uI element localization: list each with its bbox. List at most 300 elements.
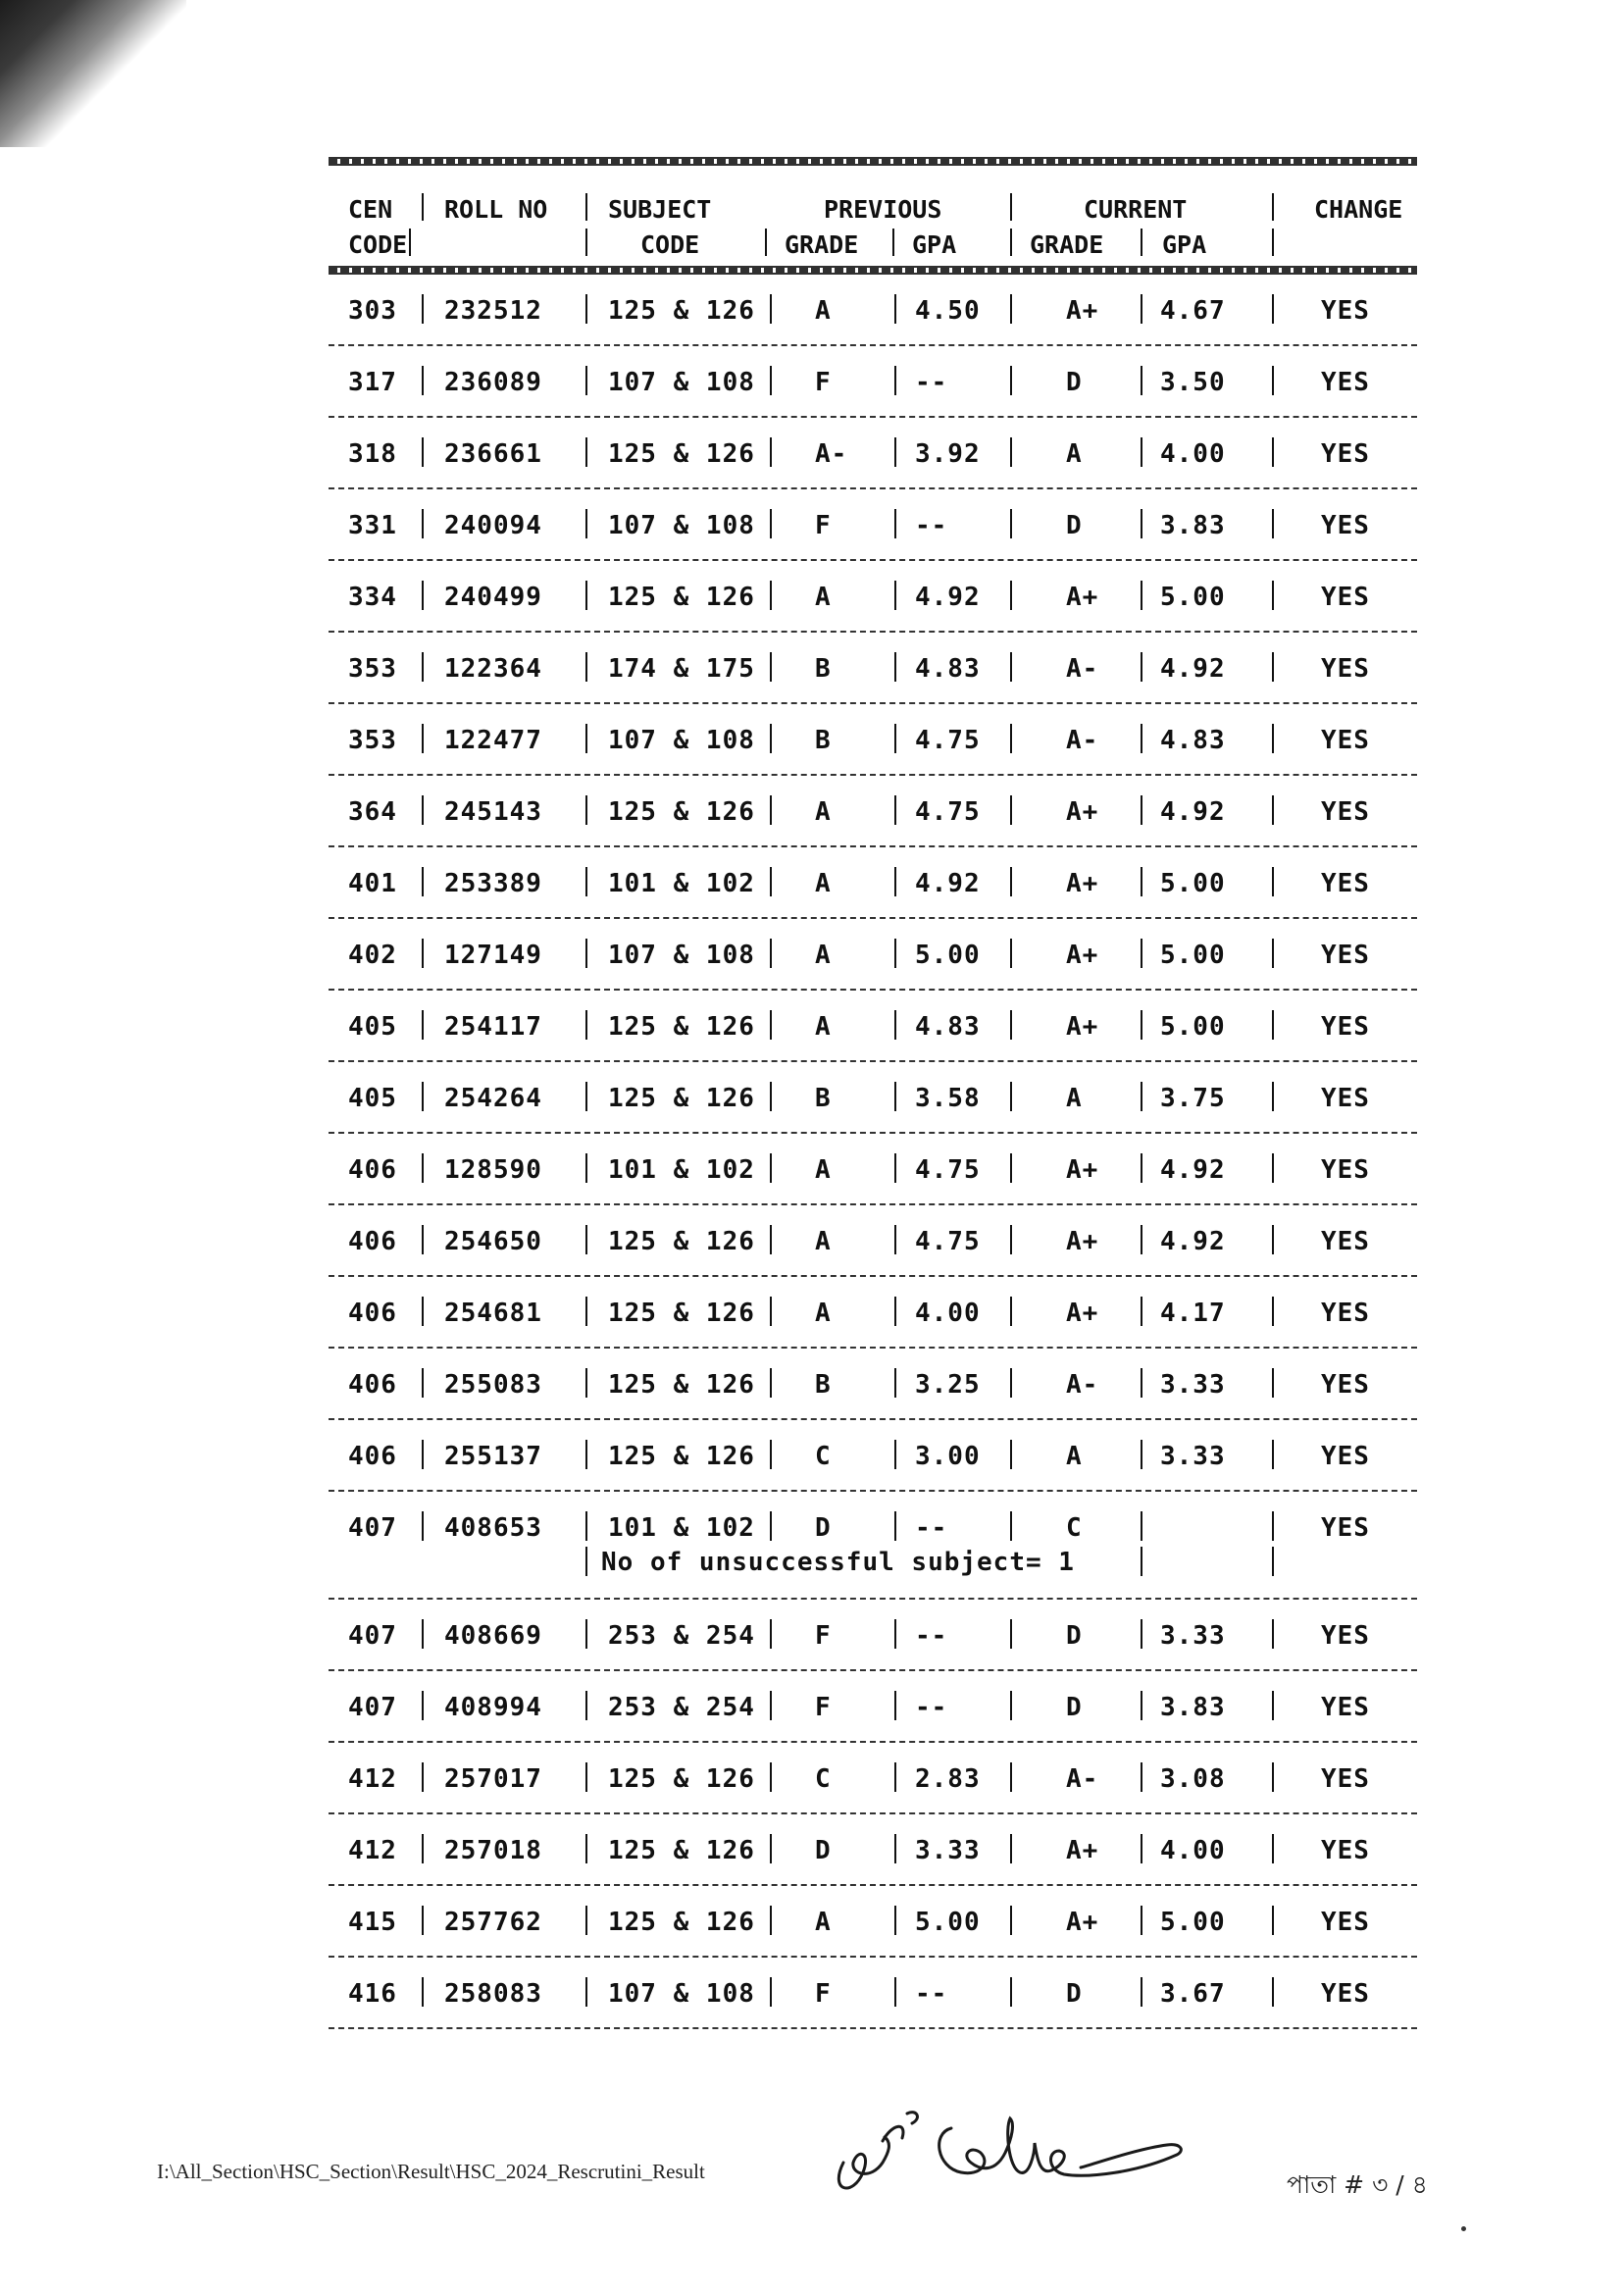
cell-roll: 253389 <box>444 869 542 898</box>
column-divider <box>1010 1977 1012 2007</box>
cell-prev-gpa: -- <box>915 511 948 540</box>
column-divider <box>422 1834 424 1863</box>
column-divider <box>585 437 587 467</box>
table-row <box>329 991 1417 1062</box>
cell-prev-gpa: 4.75 <box>915 1227 981 1256</box>
cell-roll: 240094 <box>444 511 542 540</box>
cell-prev-grade: A <box>815 797 832 827</box>
cell-subject: 125 & 126 <box>608 1012 755 1042</box>
column-divider <box>1141 1691 1142 1720</box>
cell-change: YES <box>1321 1908 1370 1937</box>
cell-cen: 353 <box>348 726 397 755</box>
cell-change: YES <box>1321 296 1370 326</box>
column-divider <box>1272 1440 1274 1469</box>
column-divider <box>1010 437 1012 467</box>
cell-subject: 107 & 108 <box>608 941 755 970</box>
cell-cur-grade: A+ <box>1066 1155 1099 1185</box>
column-divider <box>1010 1368 1012 1398</box>
cell-roll: 255083 <box>444 1370 542 1400</box>
cell-cen: 334 <box>348 583 397 612</box>
cell-change: YES <box>1321 797 1370 827</box>
column-divider <box>1010 1762 1012 1792</box>
cell-roll: 408653 <box>444 1513 542 1543</box>
column-divider <box>770 1906 772 1935</box>
header-divider <box>1272 229 1274 256</box>
cell-change: YES <box>1321 869 1370 898</box>
table-row <box>329 1205 1417 1277</box>
cell-cen: 405 <box>348 1012 397 1042</box>
row-separator <box>329 2027 1417 2029</box>
header-divider <box>765 229 767 256</box>
cell-prev-gpa: 3.58 <box>915 1084 981 1113</box>
cell-cen: 406 <box>348 1370 397 1400</box>
cell-prev-gpa: -- <box>915 1693 948 1722</box>
column-divider <box>1272 1082 1274 1111</box>
cell-prev-grade: C <box>815 1764 832 1794</box>
cell-cur-grade: A+ <box>1066 1012 1099 1042</box>
cell-prev-gpa: 5.00 <box>915 941 981 970</box>
cell-cen: 405 <box>348 1084 397 1113</box>
file-path-footer: I:\All_Section\HSC_Section\Result\HSC_2024_Rescrutini_Result <box>157 2160 705 2183</box>
column-divider <box>1141 1010 1142 1040</box>
cell-cen: 331 <box>348 511 397 540</box>
cell-prev-grade: F <box>815 1693 832 1722</box>
cell-cen: 416 <box>348 1979 397 2009</box>
cell-cur-grade: A+ <box>1066 1836 1099 1865</box>
cell-prev-grade: A <box>815 1908 832 1937</box>
cell-cur-gpa: 4.17 <box>1160 1299 1226 1328</box>
header-change: CHANGE <box>1314 195 1403 224</box>
cell-prev-gpa: -- <box>915 368 948 397</box>
column-divider <box>422 1440 424 1469</box>
cell-prev-grade: F <box>815 511 832 540</box>
cell-roll: 127149 <box>444 941 542 970</box>
column-divider <box>894 1906 896 1935</box>
cell-change: YES <box>1321 1764 1370 1794</box>
column-divider <box>422 1368 424 1398</box>
column-divider <box>422 1153 424 1183</box>
table-header <box>329 166 1417 266</box>
cell-roll: 257017 <box>444 1764 542 1794</box>
column-divider <box>1272 1977 1274 2007</box>
column-divider <box>422 1619 424 1649</box>
cell-cen: 406 <box>348 1155 397 1185</box>
header-roll-no: ROLL NO <box>444 195 548 224</box>
column-divider <box>894 1297 896 1326</box>
header-divider <box>1272 193 1274 221</box>
cell-roll: 254681 <box>444 1299 542 1328</box>
column-divider <box>894 581 896 610</box>
cell-cen: 317 <box>348 368 397 397</box>
cell-prev-gpa: -- <box>915 1513 948 1543</box>
cell-change: YES <box>1321 654 1370 684</box>
cell-cur-gpa: 3.33 <box>1160 1442 1226 1471</box>
column-divider <box>1010 1511 1012 1541</box>
cell-change: YES <box>1321 439 1370 469</box>
column-divider <box>1141 1153 1142 1183</box>
table-row <box>329 633 1417 704</box>
cell-prev-gpa: 4.50 <box>915 296 981 326</box>
table-row <box>329 704 1417 776</box>
column-divider <box>770 939 772 968</box>
cell-cur-gpa: 3.08 <box>1160 1764 1226 1794</box>
cell-subject: 125 & 126 <box>608 583 755 612</box>
column-divider <box>422 366 424 395</box>
column-divider <box>585 1297 587 1326</box>
column-divider <box>894 294 896 324</box>
cell-prev-grade: A <box>815 869 832 898</box>
column-divider <box>894 1440 896 1469</box>
column-divider <box>894 795 896 825</box>
column-divider <box>894 724 896 753</box>
cell-roll: 255137 <box>444 1442 542 1471</box>
handwritten-signature <box>824 2094 1196 2202</box>
column-divider <box>1272 724 1274 753</box>
cell-subject: 174 & 175 <box>608 654 755 684</box>
column-divider <box>770 1977 772 2007</box>
header-previous-gpa: GPA <box>912 230 957 259</box>
column-divider <box>1272 795 1274 825</box>
cell-subject: 107 & 108 <box>608 726 755 755</box>
scan-corner-shadow <box>0 0 186 147</box>
cell-cur-gpa: 4.83 <box>1160 726 1226 755</box>
column-divider <box>1010 509 1012 538</box>
cell-cur-gpa: 4.92 <box>1160 1227 1226 1256</box>
cell-cur-grade: A <box>1066 439 1083 469</box>
cell-roll: 257762 <box>444 1908 542 1937</box>
column-divider <box>894 1834 896 1863</box>
column-divider <box>585 1153 587 1183</box>
column-divider <box>770 366 772 395</box>
column-divider <box>585 1906 587 1935</box>
cell-cen: 364 <box>348 797 397 827</box>
cell-prev-grade: A <box>815 583 832 612</box>
cell-change: YES <box>1321 1299 1370 1328</box>
column-divider <box>422 581 424 610</box>
cell-prev-gpa: 3.25 <box>915 1370 981 1400</box>
cell-cur-gpa: 5.00 <box>1160 1012 1226 1042</box>
column-divider <box>1272 509 1274 538</box>
cell-cur-gpa: 4.92 <box>1160 654 1226 684</box>
column-divider <box>1141 366 1142 395</box>
cell-cur-gpa: 4.00 <box>1160 439 1226 469</box>
header-subject: SUBJECT <box>608 195 712 224</box>
column-divider <box>894 509 896 538</box>
cell-cur-grade: A- <box>1066 654 1099 684</box>
column-divider <box>585 1619 587 1649</box>
column-divider <box>585 1225 587 1254</box>
cell-prev-gpa: 4.75 <box>915 1155 981 1185</box>
column-divider <box>1272 1511 1274 1541</box>
table-row <box>329 1277 1417 1349</box>
column-divider <box>1272 437 1274 467</box>
cell-cur-grade: C <box>1066 1513 1083 1543</box>
table-row <box>329 346 1417 418</box>
column-divider <box>585 1511 587 1541</box>
column-divider <box>1272 366 1274 395</box>
cell-change: YES <box>1321 726 1370 755</box>
cell-roll: 232512 <box>444 296 542 326</box>
cell-cur-grade: A <box>1066 1084 1083 1113</box>
cell-prev-grade: A <box>815 1012 832 1042</box>
column-divider <box>1010 366 1012 395</box>
column-divider <box>894 939 896 968</box>
column-divider <box>585 1691 587 1720</box>
column-divider <box>1141 1834 1142 1863</box>
cell-subject: 107 & 108 <box>608 1979 755 2009</box>
cell-subject: 253 & 254 <box>608 1693 755 1722</box>
cell-change: YES <box>1321 368 1370 397</box>
cell-prev-grade: F <box>815 1979 832 2009</box>
table-row <box>329 561 1417 633</box>
cell-subject: 125 & 126 <box>608 1442 755 1471</box>
column-divider <box>1272 1619 1274 1649</box>
column-divider <box>1141 509 1142 538</box>
table-row <box>329 1886 1417 1958</box>
column-divider <box>1272 1762 1274 1792</box>
cell-cen: 407 <box>348 1693 397 1722</box>
cell-change: YES <box>1321 1012 1370 1042</box>
column-divider <box>1272 1691 1274 1720</box>
cell-prev-grade: A <box>815 296 832 326</box>
cell-prev-gpa: 4.75 <box>915 726 981 755</box>
cell-change: YES <box>1321 511 1370 540</box>
column-divider <box>585 294 587 324</box>
header-subject-code: CODE <box>640 230 700 259</box>
column-divider <box>1272 1225 1274 1254</box>
column-divider <box>770 437 772 467</box>
cell-cur-gpa: 4.92 <box>1160 797 1226 827</box>
column-divider <box>1010 1906 1012 1935</box>
cell-subject: 125 & 126 <box>608 1370 755 1400</box>
cell-subject: 107 & 108 <box>608 368 755 397</box>
cell-cen: 406 <box>348 1227 397 1256</box>
column-divider <box>1010 581 1012 610</box>
cell-change: YES <box>1321 1693 1370 1722</box>
column-divider <box>1010 1225 1012 1254</box>
column-divider <box>770 1297 772 1326</box>
column-divider <box>770 581 772 610</box>
column-divider <box>1010 867 1012 896</box>
table-row <box>329 1134 1417 1205</box>
cell-cur-grade: D <box>1066 1621 1083 1651</box>
column-divider <box>770 867 772 896</box>
cell-subject: 101 & 102 <box>608 1155 755 1185</box>
column-divider <box>1010 1297 1012 1326</box>
cell-prev-gpa: 3.92 <box>915 439 981 469</box>
cell-cen: 406 <box>348 1442 397 1471</box>
cell-subject: 125 & 126 <box>608 1084 755 1113</box>
column-divider <box>894 1977 896 2007</box>
column-divider <box>1010 652 1012 682</box>
cell-cur-gpa: 5.00 <box>1160 583 1226 612</box>
column-divider <box>770 1368 772 1398</box>
column-divider <box>1010 724 1012 753</box>
column-divider <box>1010 294 1012 324</box>
column-divider <box>1141 1762 1142 1792</box>
cell-cur-grade: A <box>1066 1442 1083 1471</box>
cell-roll: 236089 <box>444 368 542 397</box>
cell-cur-gpa: 3.75 <box>1160 1084 1226 1113</box>
page-number: পাতা # ৩ / ৪ <box>1287 2170 1428 2199</box>
cell-prev-grade: D <box>815 1513 832 1543</box>
column-divider <box>1141 1297 1142 1326</box>
header-cen: CEN <box>348 195 393 224</box>
cell-roll: 236661 <box>444 439 542 469</box>
column-divider <box>585 1834 587 1863</box>
column-divider <box>1141 1082 1142 1111</box>
column-divider <box>1010 1619 1012 1649</box>
column-divider <box>585 1440 587 1469</box>
column-divider <box>585 1762 587 1792</box>
cell-prev-gpa: -- <box>915 1621 948 1651</box>
cell-prev-gpa: 2.83 <box>915 1764 981 1794</box>
cell-subject: 125 & 126 <box>608 296 755 326</box>
cell-subject: 125 & 126 <box>608 1227 755 1256</box>
table-row <box>329 1958 1417 2029</box>
header-divider <box>1010 193 1012 221</box>
header-divider <box>585 229 587 256</box>
cell-cur-grade: D <box>1066 511 1083 540</box>
cell-cen: 407 <box>348 1621 397 1651</box>
column-divider <box>1141 1547 1142 1576</box>
table-row <box>329 1600 1417 1671</box>
column-divider <box>422 509 424 538</box>
cell-cen: 353 <box>348 654 397 684</box>
column-divider <box>585 581 587 610</box>
cell-cen: 412 <box>348 1836 397 1865</box>
column-divider <box>1010 795 1012 825</box>
cell-cen: 303 <box>348 296 397 326</box>
cell-cen: 401 <box>348 869 397 898</box>
column-divider <box>585 939 587 968</box>
column-divider <box>770 1691 772 1720</box>
cell-change: YES <box>1321 1155 1370 1185</box>
header-divider <box>422 193 424 221</box>
column-divider <box>1010 1010 1012 1040</box>
cell-cur-gpa: 4.00 <box>1160 1836 1226 1865</box>
cell-roll: 257018 <box>444 1836 542 1865</box>
cell-prev-grade: F <box>815 1621 832 1651</box>
cell-subject: 125 & 126 <box>608 1908 755 1937</box>
table-row <box>329 1492 1417 1600</box>
column-divider <box>1141 795 1142 825</box>
cell-subject: 125 & 126 <box>608 439 755 469</box>
column-divider <box>1141 939 1142 968</box>
table-body <box>329 275 1417 2029</box>
cell-cur-grade: D <box>1066 1979 1083 2009</box>
cell-cur-grade: A- <box>1066 726 1099 755</box>
cell-change: YES <box>1321 941 1370 970</box>
table-row <box>329 418 1417 489</box>
column-divider <box>422 437 424 467</box>
cell-cur-grade: D <box>1066 368 1083 397</box>
cell-prev-gpa: 3.00 <box>915 1442 981 1471</box>
column-divider <box>1141 1619 1142 1649</box>
cell-roll: 128590 <box>444 1155 542 1185</box>
cell-prev-grade: A <box>815 941 832 970</box>
cell-subject: 101 & 102 <box>608 869 755 898</box>
header-top-rule <box>329 157 1417 166</box>
column-divider <box>894 1511 896 1541</box>
column-divider <box>1272 581 1274 610</box>
header-divider <box>892 229 894 256</box>
cell-cen: 402 <box>348 941 397 970</box>
cell-cur-grade: D <box>1066 1693 1083 1722</box>
column-divider <box>1010 1834 1012 1863</box>
column-divider <box>770 724 772 753</box>
column-divider <box>770 1511 772 1541</box>
column-divider <box>1272 1010 1274 1040</box>
column-divider <box>422 795 424 825</box>
column-divider <box>585 652 587 682</box>
column-divider <box>422 1225 424 1254</box>
column-divider <box>1010 939 1012 968</box>
cell-subject: 125 & 126 <box>608 797 755 827</box>
column-divider <box>1272 1368 1274 1398</box>
column-divider <box>1272 294 1274 324</box>
column-divider <box>585 1082 587 1111</box>
column-divider <box>894 1691 896 1720</box>
cell-cur-gpa: 3.67 <box>1160 1979 1226 2009</box>
cell-prev-grade: A <box>815 1227 832 1256</box>
column-divider <box>1010 1440 1012 1469</box>
header-divider <box>409 229 411 256</box>
column-divider <box>1272 1547 1274 1576</box>
cell-cur-gpa: 5.00 <box>1160 869 1226 898</box>
cell-prev-grade: D <box>815 1836 832 1865</box>
table-row <box>329 847 1417 919</box>
column-divider <box>1272 1297 1274 1326</box>
cell-prev-grade: F <box>815 368 832 397</box>
header-previous: PREVIOUS <box>824 195 942 224</box>
column-divider <box>422 939 424 968</box>
cell-prev-gpa: 4.83 <box>915 654 981 684</box>
column-divider <box>1272 1834 1274 1863</box>
cell-cur-gpa: 5.00 <box>1160 1908 1226 1937</box>
column-divider <box>1272 867 1274 896</box>
column-divider <box>422 1762 424 1792</box>
cell-cen: 415 <box>348 1908 397 1937</box>
cell-prev-gpa: 4.83 <box>915 1012 981 1042</box>
column-divider <box>422 867 424 896</box>
column-divider <box>770 1619 772 1649</box>
cell-change: YES <box>1321 583 1370 612</box>
column-divider <box>770 1153 772 1183</box>
cell-change: YES <box>1321 1979 1370 2009</box>
column-divider <box>422 724 424 753</box>
column-divider <box>770 1440 772 1469</box>
cell-prev-grade: C <box>815 1442 832 1471</box>
cell-prev-gpa: 4.92 <box>915 869 981 898</box>
column-divider <box>422 1691 424 1720</box>
cell-subject: 107 & 108 <box>608 511 755 540</box>
table-row <box>329 275 1417 346</box>
cell-prev-grade: A <box>815 1155 832 1185</box>
column-divider <box>585 366 587 395</box>
table-row <box>329 1349 1417 1420</box>
header-divider <box>1010 229 1012 256</box>
cell-prev-grade: B <box>815 1370 832 1400</box>
cell-cur-gpa: 3.50 <box>1160 368 1226 397</box>
header-current-grade: GRADE <box>1030 230 1104 259</box>
column-divider <box>1141 867 1142 896</box>
cell-roll: 254650 <box>444 1227 542 1256</box>
column-divider <box>894 652 896 682</box>
column-divider <box>770 1225 772 1254</box>
cell-prev-gpa: 4.00 <box>915 1299 981 1328</box>
column-divider <box>770 795 772 825</box>
